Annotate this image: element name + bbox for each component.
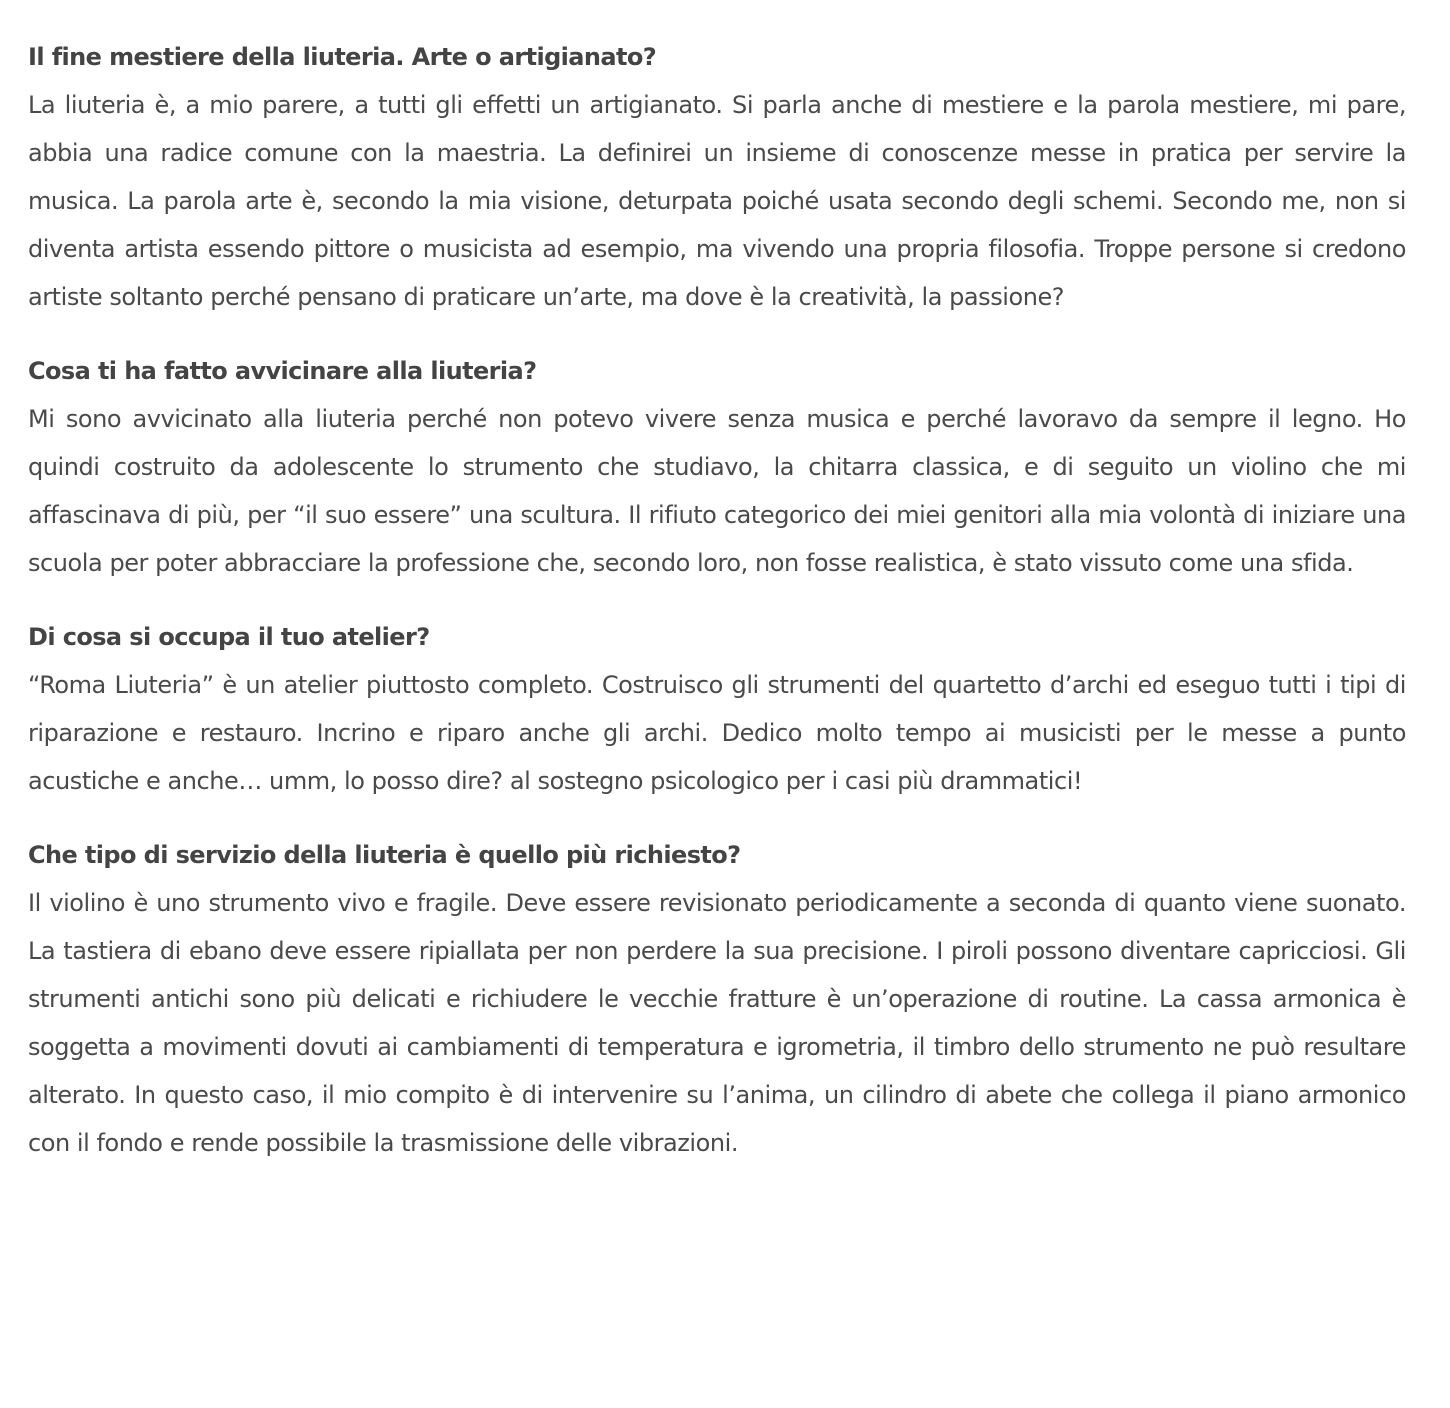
question-heading: Il fine mestiere della liuteria. Arte o artigianato? [28,43,657,71]
qa-section-atelier [28,613,1406,805]
answer-paragraph: “Roma Liuteria” è un atelier piuttosto completo. Costruisco gli strumenti del quartetto d’archi ed eseguo tutti i tipi di riparazione e restauro. Incrino e riparo anche gli archi. Dedico molto tempo ai musicisti per le messe a punto acustiche e anche… umm, lo posso dire? al sostegno psicologico per i casi più drammatici! [28,671,1406,795]
question-heading: Che tipo di servizio della liuteria è quello più richiesto? [28,841,741,869]
qa-section-arte-artigianato [28,33,1406,321]
answer-paragraph: Mi sono avvicinato alla liuteria perché non potevo vivere senza musica e perché lavoravo da sempre il legno. Ho quindi costruito da adolescente lo strumento che studiavo, la chitarra classica, e di seguito un violino che mi affascinava di più, per “il suo essere” una scultura. Il rifiuto categorico dei miei genitori alla mia volontà di iniziare una scuola per poter abbracciare la professione che, secondo loro, non fosse realistica, è stato vissuto come una sfida. [28,405,1406,577]
qa-section-avvicinare-liuteria [28,347,1406,587]
answer-paragraph: Il violino è uno strumento vivo e fragile. Deve essere revisionato periodicamente a seconda di quanto viene suonato. La tastiera di ebano deve essere ripiallata per non perdere la sua precisione. I piroli possono diventare capricciosi. Gli strumenti antichi sono più delicati e richiudere le vecchie fratture è un’operazione di routine. La cassa armonica è soggetta a movimenti dovuti ai cambiamenti di temperatura e igrometria, il timbro dello strumento ne può resultare alterato. In questo caso, il mio compito è di intervenire su l’anima, un cilindro di abete che collega il piano armonico con il fondo e rende possibile la trasmissione delle vibrazioni. [28,889,1406,1157]
question-heading: Di cosa si occupa il tuo atelier? [28,623,430,651]
question-heading: Cosa ti ha fatto avvicinare alla liuteria? [28,357,537,385]
answer-paragraph: La liuteria è, a mio parere, a tutti gli effetti un artigianato. Si parla anche di mestiere e la parola mestiere, mi pare, abbia una radice comune con la maestria. La definirei un insieme di conoscenze messe in pratica per servire la musica. La parola arte è, secondo la mia visione, deturpata poiché usata secondo degli schemi. Secondo me, non si diventa artista essendo pittore o musicista ad esempio, ma vivendo una propria filosofia. Troppe persone si credono artiste soltanto perché pensano di praticare un’arte, ma dove è la creatività, la passione? [28,91,1406,311]
qa-section-servizio-richiesto [28,831,1406,1167]
